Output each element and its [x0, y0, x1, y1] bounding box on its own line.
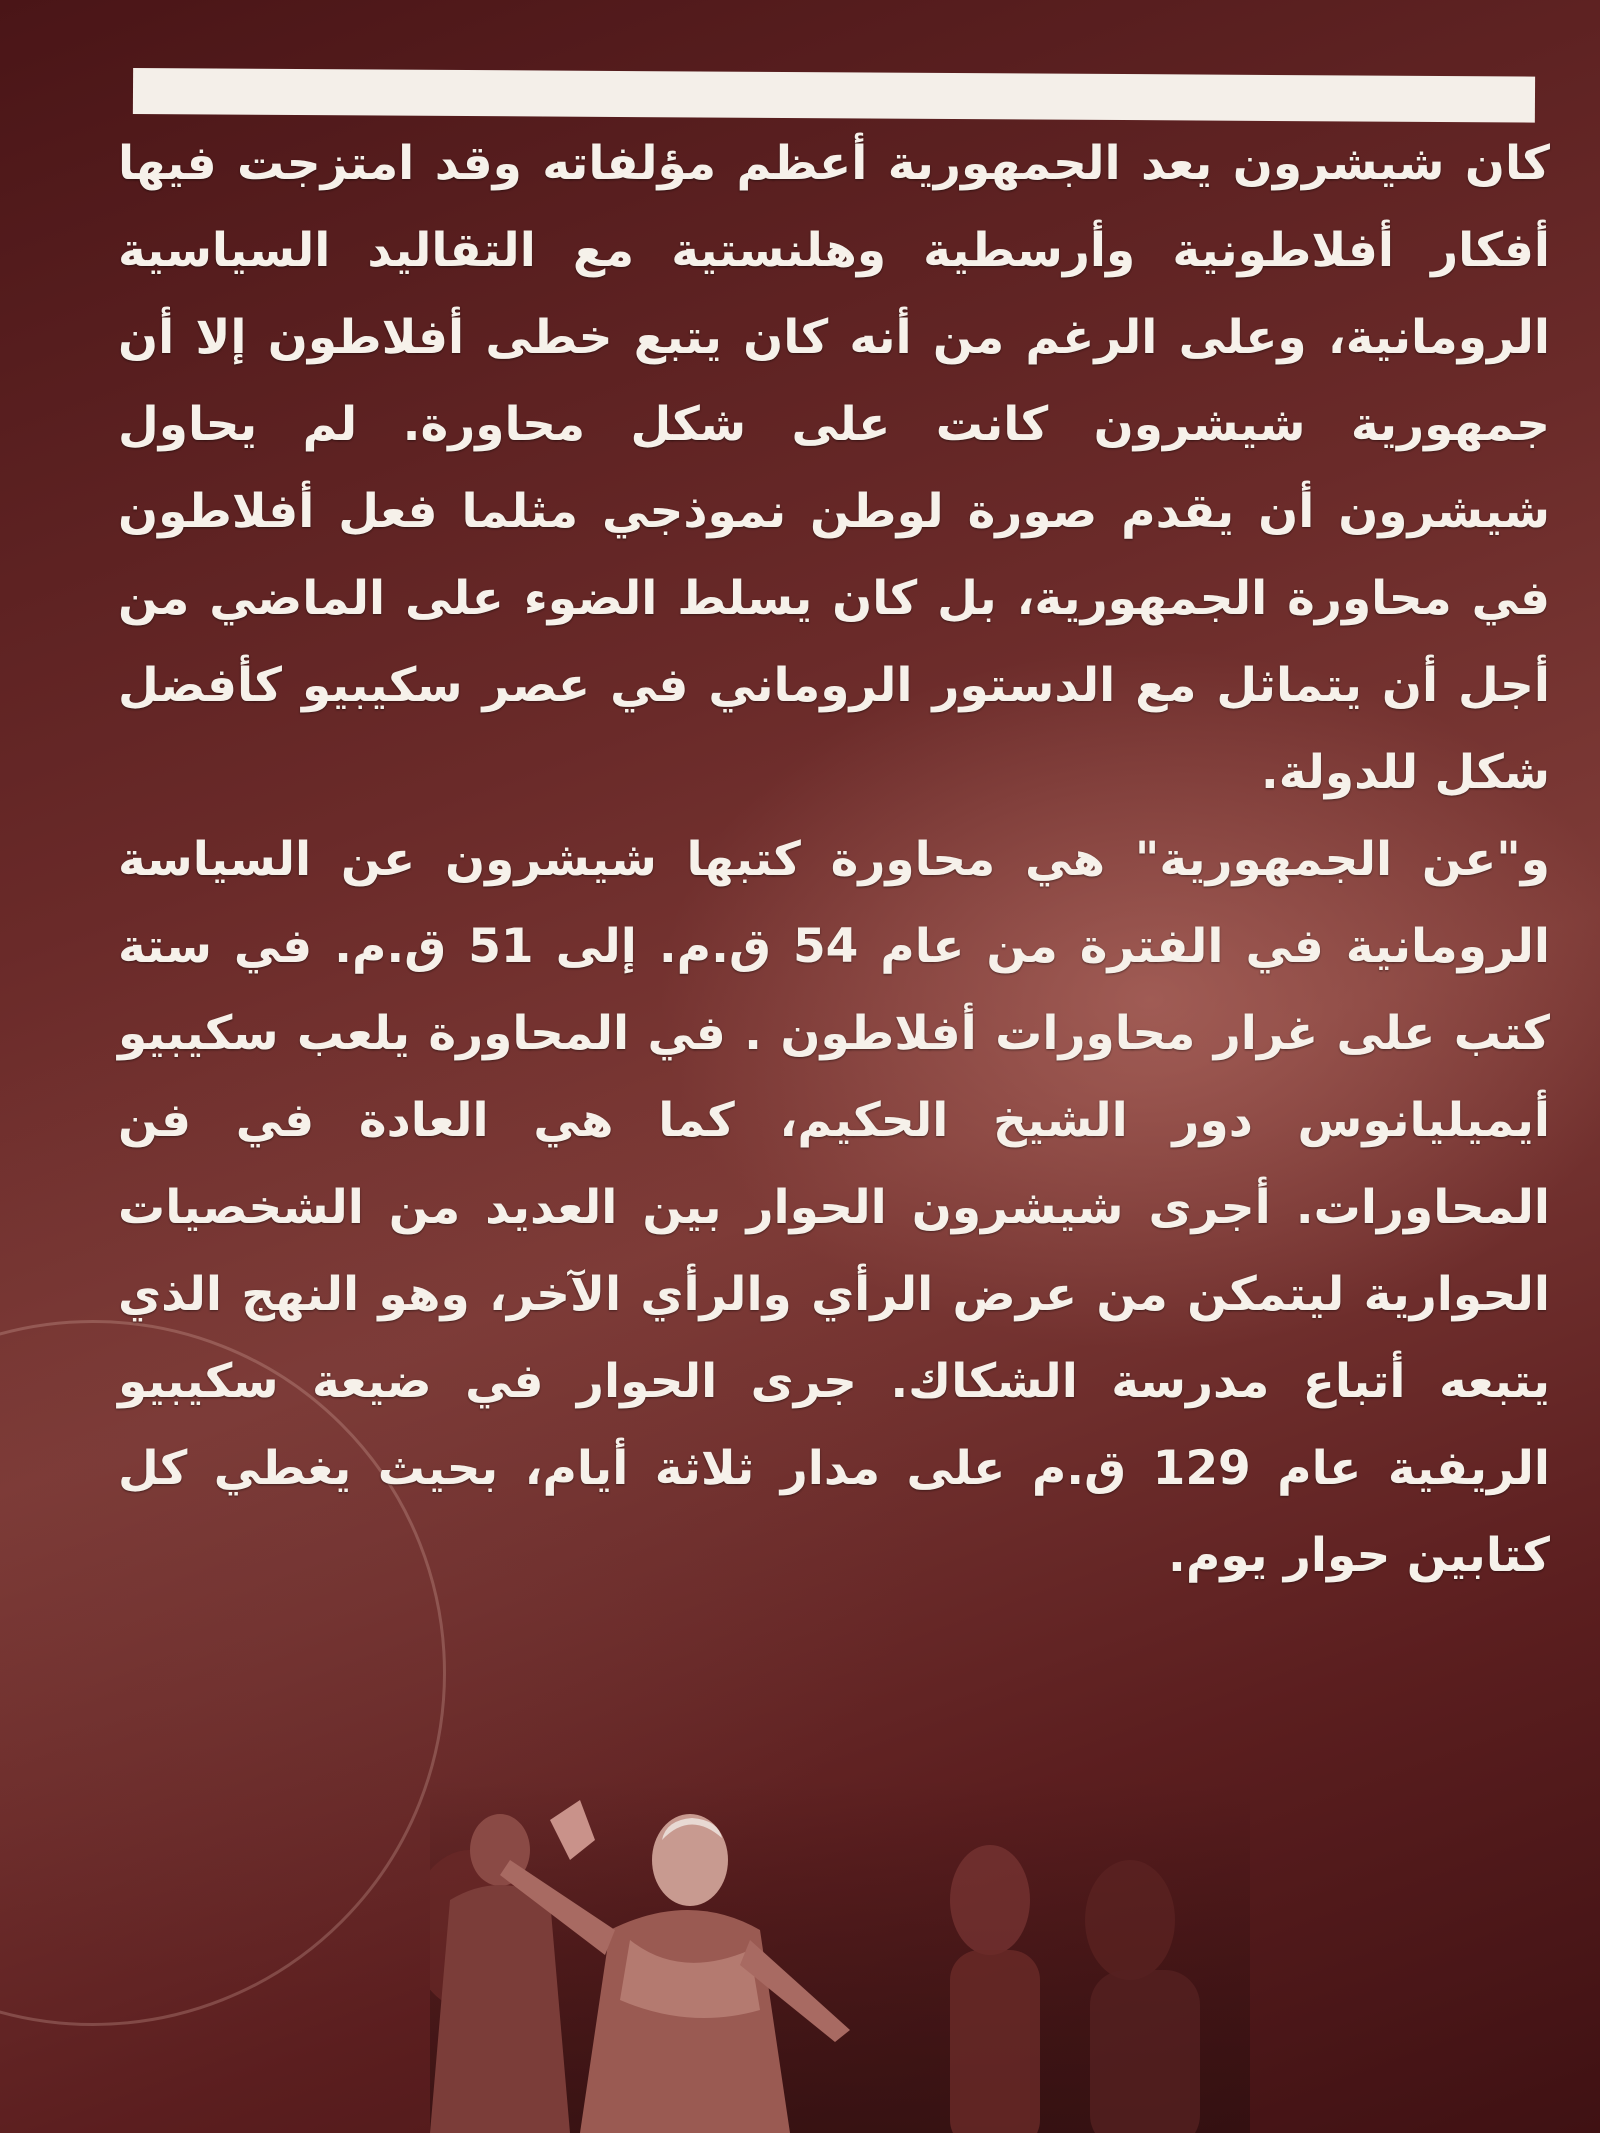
orator-illustration	[430, 1780, 1250, 2133]
paragraph-1: كان شيشرون يعد الجمهورية أعظم مؤلفاته وقد امتزجت فيها أفكار أفلاطونية وأرسطية وهلنستية مع التقاليد السياسية الرومانية، وعلى الرغم من أنه كان يتبع خطى أفلاطون إلا أن جمهورية شيشرون كانت على شكل محاورة. لم يحاول شيشرون أن يقدم صورة لوطن نموذجي مثلما فعل أفلاطون في محاورة الجمهورية، بل كان يسلط الضوء على الماضي من أجل أن يتماثل مع الدستور الروماني في عصر سكيبيو كأفضل شكل للدولة.	[118, 136, 1550, 800]
paragraph-2: و"عن الجمهورية" هي محاورة كتبها شيشرون عن السياسة الرومانية في الفترة من عام 54 ق.م. إلى 51 ق.م. في ستة كتب على غرار محاورات أفلاطون . في المحاورة يلعب سكيبيو أيميليانوس دور الشيخ الحكيم، كما هي العادة في فن المحاورات. أجرى شيشرون الحوار بين العديد من الشخصيات الحوارية ليتمكن من عرض الرأي والرأي الآخر، وهو النهج الذي يتبعه أتباع مدرسة الشكاك. جرى الحوار في ضيعة سكيبيو الريفية عام 129 ق.م على مدار ثلاثة أيام، بحيث يغطي كل كتابين حوار يوم.	[118, 832, 1550, 1583]
top-white-band	[133, 68, 1535, 123]
orator-illustration-graphic	[430, 1780, 1250, 2133]
cover-text-block	[118, 120, 1550, 1599]
